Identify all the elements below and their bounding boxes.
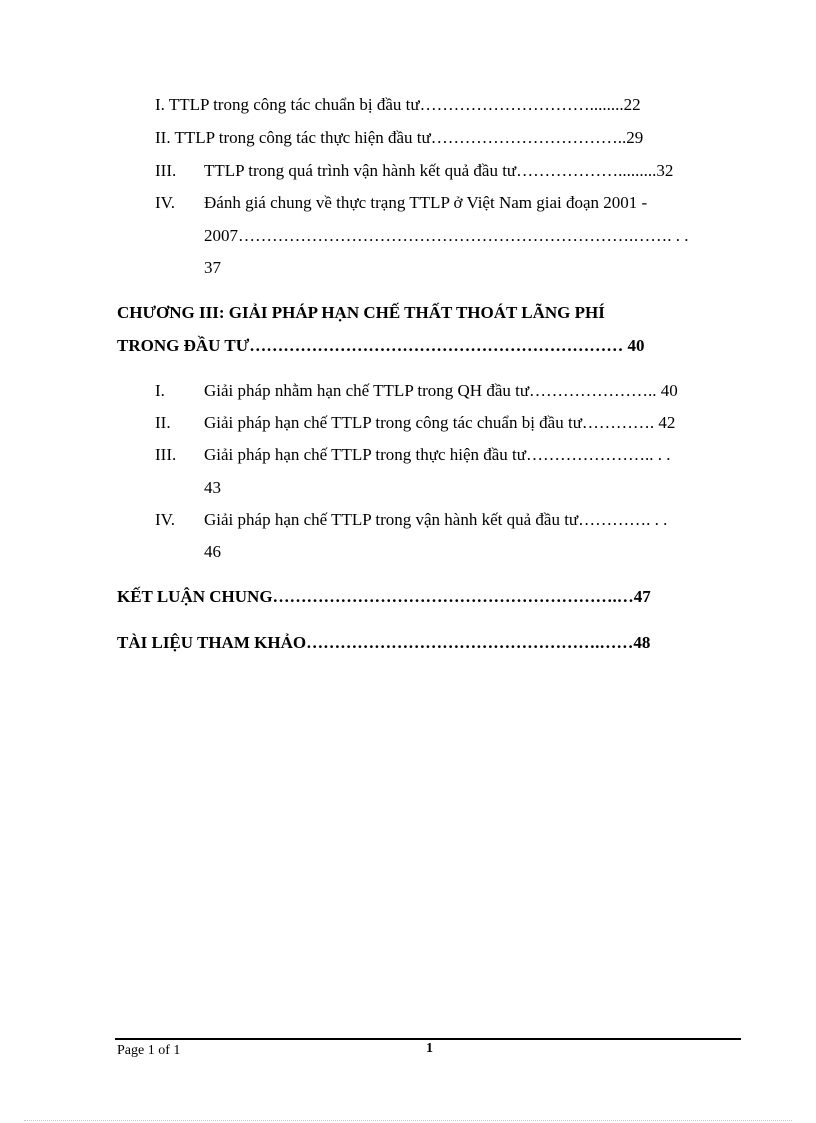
- toc-item-3-4: Giải pháp hạn chế TTLP trong vận hành kết quả đầu tư…………. . .: [204, 510, 668, 529]
- toc-item-3-2: Giải pháp hạn chế TTLP trong công tác chuẩn bị đầu tư…………. 42: [204, 413, 676, 432]
- toc-item-3-3-number: III.: [155, 445, 177, 464]
- toc-item-3-4-page: 46: [204, 542, 221, 561]
- toc-item-2-4-number: IV.: [155, 193, 175, 212]
- toc-item-2-4: Đánh giá chung về thực trạng TTLP ở Việt Nam giai đoạn 2001 -: [204, 193, 648, 212]
- chapter-3-heading: CHƯƠNG III: GIẢI PHÁP HẠN CHẾ THẤT THOÁT LÃNG PHÍ: [117, 303, 605, 322]
- chapter-3-heading-continued: TRONG ĐẦU TƯ………………………………………………………… 40: [117, 336, 645, 355]
- toc-item-2-4-page: 37: [204, 258, 221, 277]
- toc-item-2-3-number: III.: [155, 161, 177, 180]
- toc-item-3-3: Giải pháp hạn chế TTLP trong thực hiện đầu tư………………….. . .: [204, 445, 671, 464]
- toc-references: TÀI LIỆU THAM KHẢO…………………………………………….……48: [117, 633, 651, 652]
- footer-page-number: 1: [426, 1041, 433, 1056]
- footer-divider: [115, 1038, 741, 1040]
- toc-conclusion: KẾT LUẬN CHUNG…………………………………………………….…47: [117, 587, 651, 606]
- footer-page-label: Page 1 of 1: [117, 1043, 181, 1058]
- toc-item-3-4-number: IV.: [155, 510, 175, 529]
- toc-item-2-3: TTLP trong quá trình vận hành kết quả đầu tư……………….........32: [204, 161, 674, 180]
- toc-item-2-4-continued: 2007…………………………………………………………….……. . .: [204, 226, 689, 245]
- toc-item-3-2-number: II.: [155, 413, 171, 432]
- toc-item-2-2: II. TTLP trong công tác thực hiện đầu tư……………………………..29: [155, 128, 644, 147]
- toc-item-3-1: Giải pháp nhằm hạn chế TTLP trong QH đầu tư………………….. 40: [204, 381, 678, 400]
- toc-item-2-1: I. TTLP trong công tác chuẩn bị đầu tư…………………………........22: [155, 95, 641, 114]
- toc-item-3-1-number: I.: [155, 381, 165, 400]
- page-bottom-border: [24, 1120, 792, 1121]
- toc-item-3-3-page: 43: [204, 478, 221, 497]
